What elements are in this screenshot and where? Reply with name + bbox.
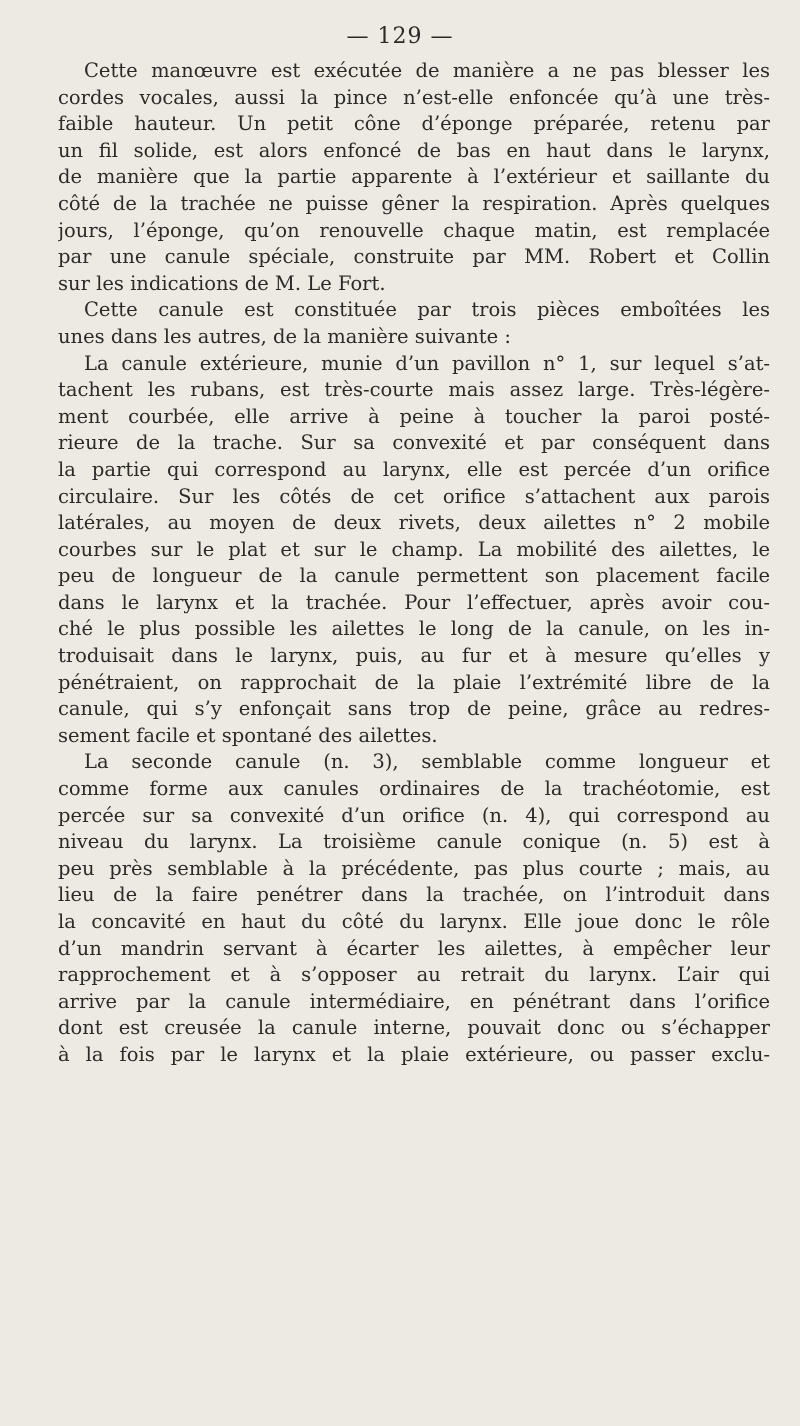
text-line: tachent les rubans, est très-courte mais assez large. Très-légère- xyxy=(58,378,770,402)
text-line: de manière que la partie apparente à l’extérieur et saillante du xyxy=(58,165,770,189)
text-line: peu de longueur de la canule permettent son placement facile xyxy=(58,564,770,588)
text-line: la concavité en haut du côté du larynx. Elle joue donc le rôle xyxy=(58,910,770,933)
text-line: percée sur sa convexité d’un orifice (n. 4), qui correspond au xyxy=(58,803,770,827)
text-line: un fil solide, est alors enfoncé de bas en haut dans le larynx, xyxy=(58,138,770,162)
text-line: par une canule spéciale, construite par MM. Robert et Collin xyxy=(58,245,770,269)
text-line: unes dans les autres, de la manière suivante : xyxy=(58,324,511,348)
text-line: troduisait dans le larynx, puis, au fur et à mesure qu’elles y xyxy=(58,644,770,668)
text-line: latérales, au moyen de deux rivets, deux ailettes n° 2 mobile xyxy=(58,511,770,535)
text-line: Cette manœuvre est exécutée de manière a ne pas blesser les xyxy=(84,59,770,82)
text-line: cordes vocales, aussi la pince n’est-elle enfoncée qu’à une très- xyxy=(58,85,770,109)
text-line: rieure de la trache. Sur sa convexité et par conséquent dans xyxy=(58,431,770,455)
text-line: ché le plus possible les ailettes le long de la canule, on les in- xyxy=(58,617,770,641)
text-line: lieu de la faire penétrer dans la trachée, on l’introduit dans xyxy=(58,883,770,907)
text-line: Cette canule est constituée par trois pièces emboîtées les xyxy=(84,298,770,322)
text-line: jours, l’éponge, qu’on renouvelle chaque matin, est remplacée xyxy=(58,218,770,242)
text-line: canule, qui s’y enfonçait sans trop de peine, grâce au redres- xyxy=(58,697,770,721)
text-line: peu près semblable à la précédente, pas plus courte ; mais, au xyxy=(58,856,770,880)
text-line: arrive par la canule intermédiaire, en pénétrant dans l’orifice xyxy=(58,989,770,1013)
text-line: circulaire. Sur les côtés de cet orifice s’attachent aux parois xyxy=(58,484,770,508)
text-line: sur les indications de M. Le Fort. xyxy=(58,271,386,295)
text-line: rapprochement et à s’opposer au retrait du larynx. L’air qui xyxy=(58,963,770,987)
text-line: la partie qui correspond au larynx, elle est percée d’un orifice xyxy=(58,457,770,481)
text-line: côté de la trachée ne puisse gêner la respiration. Après quelques xyxy=(58,191,770,215)
text-line: pénétraient, on rapprochait de la plaie l’extrémité libre de la xyxy=(58,670,770,694)
text-line: d’un mandrin servant à écarter les ailettes, à empêcher leur xyxy=(58,936,770,960)
text-line: La seconde canule (n. 3), semblable comme longueur et xyxy=(84,750,770,774)
text-line: niveau du larynx. La troisième canule conique (n. 5) est à xyxy=(58,830,770,854)
text-line: courbes sur le plat et sur le champ. La mobilité des ailettes, le xyxy=(58,537,770,561)
text-line: dont est creusée la canule interne, pouvait donc ou s’échapper xyxy=(58,1016,770,1040)
page-number: — 129 — xyxy=(346,24,454,49)
text-line: faible hauteur. Un petit cône d’éponge préparée, retenu par xyxy=(58,112,770,136)
text-line: à la fois par le larynx et la plaie extérieure, ou passer exclu- xyxy=(58,1042,770,1066)
text-line: ment courbée, elle arrive à peine à toucher la paroi posté- xyxy=(58,404,770,428)
text-line: comme forme aux canules ordinaires de la trachéotomie, est xyxy=(58,777,770,801)
text-line: dans le larynx et la trachée. Pour l’effectuer, après avoir cou- xyxy=(58,590,770,614)
text-line: La canule extérieure, munie d’un pavillon n° 1, sur lequel s’at- xyxy=(84,351,770,375)
text-line: sement facile et spontané des ailettes. xyxy=(58,723,438,747)
body-text xyxy=(58,58,770,1069)
